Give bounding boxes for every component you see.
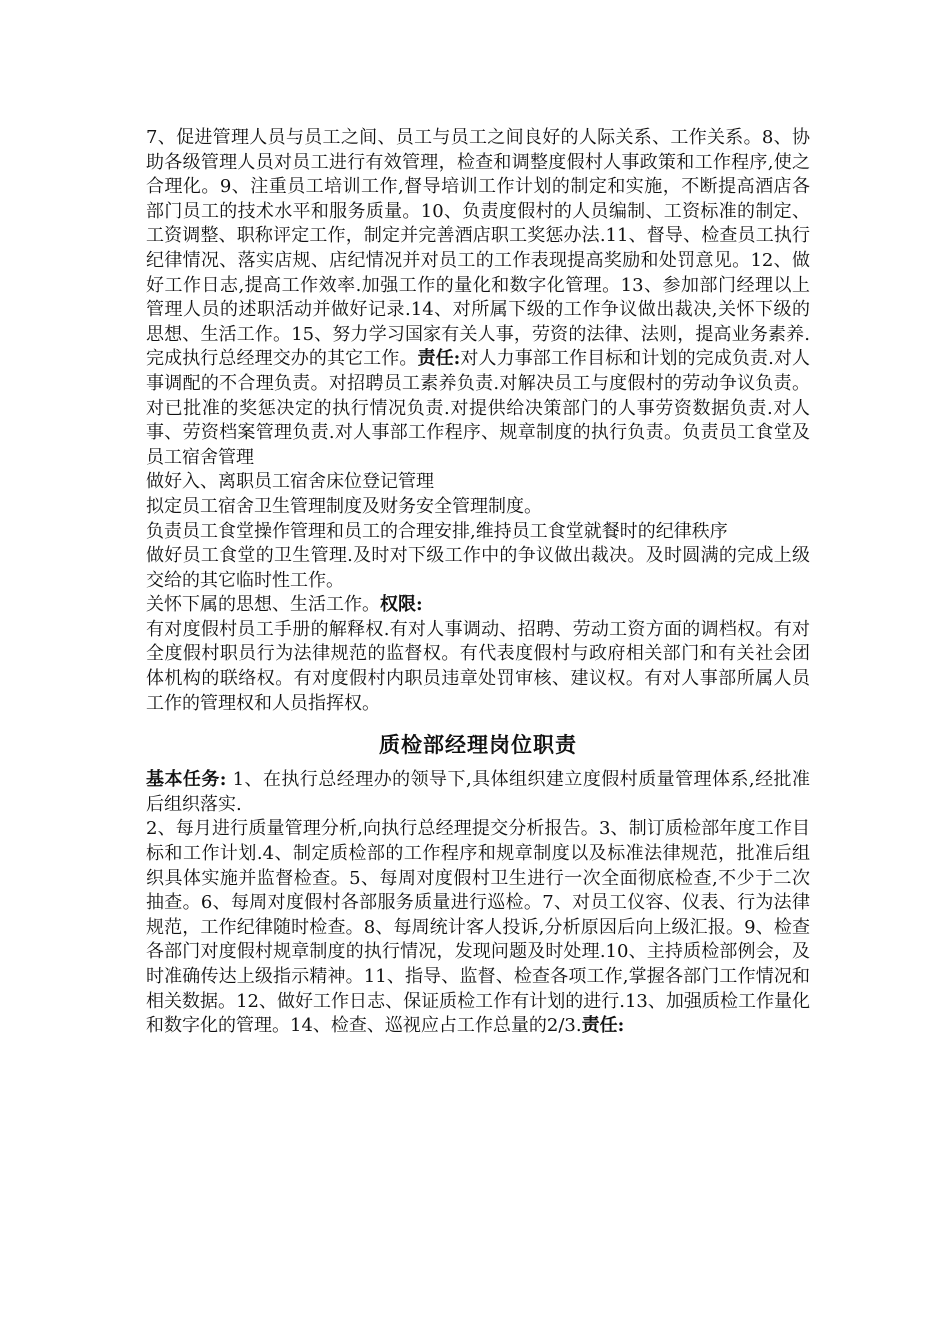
responsibilities-paragraph [146,126,810,470]
canteen-hygiene-line: 做好员工食堂的卫生管理.及时对下级工作中的争议做出裁决。及时圆满的完成上级交给的其它临时性工作。 [146,545,810,591]
dormitory-registration-line: 做好入、离职员工宿舍床位登记管理 [146,471,434,493]
section-title: 质检部经理岗位职责 [379,732,577,758]
quality-tasks-text: 2、每月进行质量管理分析,向执行总经理提交分析报告。3、制订质检部年度工作目标和工作计划.4、制定质检部的工作程序和规章制度以及标准法律规范，批准后组织具体实施并监督检查。5、每周对度假村卫生进行一次全面彻底检查,不少于二次抽查。6、每周对度假村各部服务质量进行巡检。7、对员工仪容、仪表、行为法律规范，工作纪律随时检查。8、每周统计客人投诉,分析原因后向上级汇报。9、检查各部门对度假村规章制度的执行情况，发现问题及时处理.10、主持质检部例会，及时准确传达上级指示精神。11、指导、监督、检查各项工作,掌握各部门工作情况和相关数据。12、做好工作日志、保证质检工作有计划的进行.13、加强质检工作量化和数字化的管理。14、检查、巡视应占工作总量的2/3. [146,818,810,1037]
duties-text: 7、促进管理人员与员工之间、员工与员工之间良好的人际关系、工作关系。8、协助各级管理人员对员工进行有效管理，检查和调整度假村人事政策和工作程序,使之合理化。9、注重员工培训工作,督导培训工作计划的制定和实施，不断提高酒店各部门员工的技术水平和服务质量。10、负责度假村的人员编制、工资标准的制定、工资调整、职称评定工作，制定并完善酒店职工奖惩办法.11、督导、检查员工执行纪律情况、落实店规、店纪情况并对员工的工作表现提高奖励和处罚意见。12、做好工作日志,提高工作效率.加强工作的量化和数字化管理。13、参加部门经理以上管理人员的述职活动并做好记录.14、对所属下级的工作争议做出裁决,关怀下级的思想、生活工作。15、努力学习国家有关人事，劳资的法律、法则，提高业务素养.完成执行总经理交办的其它工作。 [146,127,810,370]
quality-responsibility-label: 责任: [581,1015,625,1037]
authority-paragraph: 有对度假村员工手册的解释权.有对人事调动、招聘、劳动工资方面的调档权。有对全度假村职员行为法律规范的监督权。有代表度假村与政府相关部门和有关社会团体机构的联络权。有对度假村内职员违章处罚审核、建议权。有对人事部所属人员工作的管理权和人员指挥权。 [146,618,810,714]
document-page [146,126,810,1039]
responsibility-text: 对人力事部工作目标和计划的完成负责.对人事调配的不合理负责。对招聘员工素养负责.对解决员工与度假村的劳动争议负责。对已批准的奖惩决定的执行情况负责.对提供给决策部门的人事劳资数据负责.对人事、劳资档案管理负责.对人事部工作程序、规章制度的执行负责。负责员工食堂及员工宿舍管理 [146,348,810,468]
authority-label: 权限: [380,594,423,616]
basic-tasks-paragraph [146,768,810,817]
basic-tasks-text: 1、在执行总经理办的领导下,具体组织建立度假村质量管理体系,经批准后组织落实. [146,769,810,815]
responsibility-label: 责任: [417,348,461,370]
quality-tasks-paragraph [146,817,810,1038]
care-text: 关怀下属的思想、生活工作。 [146,594,380,616]
dormitory-rules-line: 拟定员工宿舍卫生管理制度及财务安全管理制度。 [146,495,542,517]
basic-tasks-label: 基本任务: [146,769,227,791]
canteen-management-line: 负责员工食堂操作管理和员工的合理安排,维持员工食堂就餐时的纪律秩序 [146,520,728,542]
care-line [146,593,810,618]
